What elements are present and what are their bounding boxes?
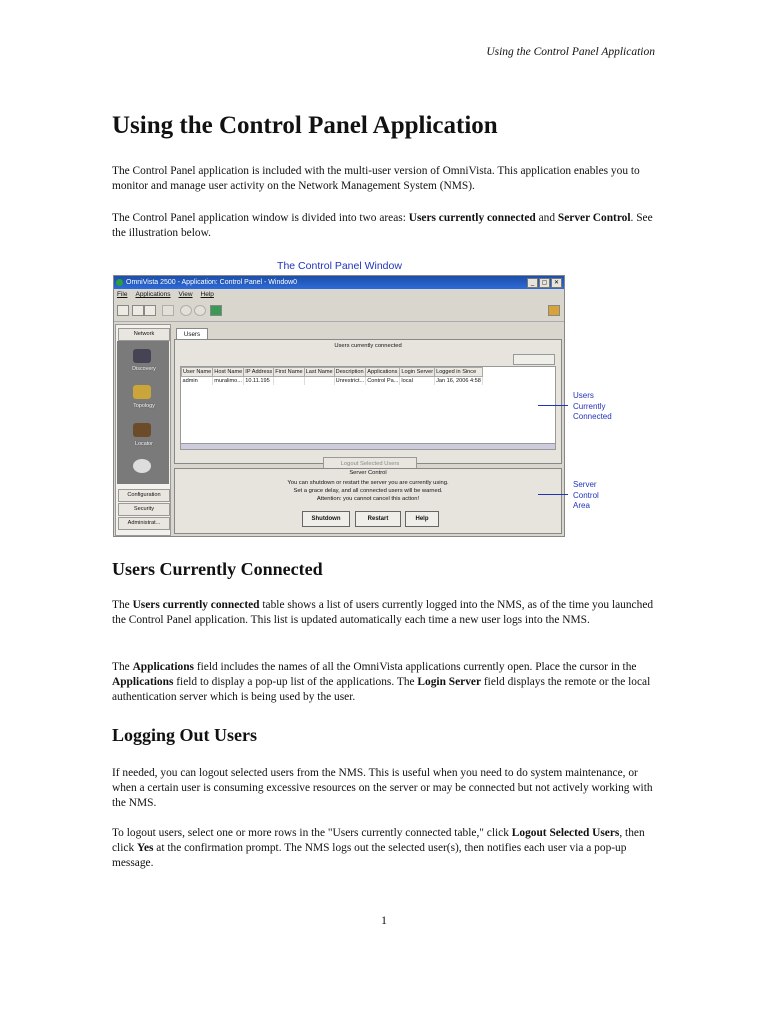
menu-help[interactable]: Help [200,291,214,298]
control-panel-screenshot [113,275,565,537]
cell-last-name [304,377,334,386]
menu-file[interactable]: File [117,291,128,298]
sidebar-item-discovery[interactable]: Discovery [132,366,156,372]
menu-view[interactable]: View [178,291,193,298]
callout-line-3: Area [573,501,590,510]
maximize-button[interactable]: ▢ [539,278,550,288]
locator-icon[interactable] [133,423,151,437]
forward-icon[interactable] [194,305,206,316]
window-titlebar [114,276,564,289]
column-header[interactable]: First Name [275,369,303,375]
sidebar-configuration-button[interactable]: Configuration [118,489,170,502]
section-heading-users: Users Currently Connected [112,559,323,579]
callout-line-3: Connected [573,412,612,421]
sidebar-security-button[interactable]: Security [118,503,170,516]
exit-icon[interactable] [548,305,560,316]
close-button[interactable]: ✕ [551,278,562,288]
window-title: OmniVista 2500 - Application: Control Panel - Window0 [126,279,298,286]
table-row[interactable] [182,377,483,386]
minimize-button[interactable]: _ [527,278,538,288]
callout-line-2: Control [573,490,599,500]
cell-user-name: admin [182,377,213,386]
save-icon[interactable] [162,305,174,316]
column-header[interactable]: Last Name [305,369,333,375]
cell-first-name [274,377,304,386]
callout-line-1: Server [573,480,597,489]
server-callout [573,480,599,512]
cell-login-server: local [400,377,435,386]
cell-host-name: muralimo... [214,378,242,384]
column-header[interactable]: Description [334,368,366,377]
home-icon[interactable] [210,305,222,316]
column-header[interactable]: Applications [366,368,400,377]
cell-applications: Control Pa... [367,378,399,384]
layout-single-icon[interactable] [117,305,129,316]
menu-bar [114,289,564,300]
users-group-title: Users currently connected [334,343,402,349]
logout-paragraph-1: If needed, you can logout selected users from the NMS. This is useful when you need to do system maintenance, or when a certain user is consuming excessive resources on the server or may be connected but not actively working with the NMS. [112,767,653,809]
cell-description: Unrestrict... [335,378,365,384]
control-panel-main [174,328,562,536]
sidebar-app-list [117,341,169,484]
restart-button[interactable]: Restart [355,511,401,527]
intro-paragraph-1: The Control Panel application is included with the multi-user version of OmniVista. This application enables you to monitor and manage user activity on the Network Management System (NMS). [112,165,640,192]
users-paragraph-2: The Applications field includes the names of all the OmniVista applications currently open. Place the cursor in the Applications field to display a pop-up list of the applications. The Login Server field displays the remote or the local authentication server which is being used by the user. [112,661,651,703]
column-header[interactable]: Host Name [214,369,243,375]
server-control-group [174,468,562,534]
page-number: 1 [381,913,387,927]
column-header[interactable]: Logged in Since [435,368,483,377]
application-sidebar [115,324,171,536]
layout-grid-icon[interactable] [144,305,156,316]
sidebar-network-button[interactable]: Network [118,328,170,341]
toolbar [114,301,564,322]
table-header-row [182,368,483,377]
layout-split-icon[interactable] [132,305,144,316]
users-table [180,366,556,446]
cell-logged-in-since: Jan 16, 2006 4:58 [436,378,481,384]
sidebar-administration-button[interactable]: Administrat... [118,517,170,530]
topology-icon[interactable] [133,385,151,399]
users-callout-line [538,405,568,406]
help-button[interactable]: Help [405,511,439,527]
tab-users[interactable]: Users [176,328,208,340]
server-callout-line [538,494,568,495]
figure-caption: The Control Panel Window [277,260,402,272]
running-header: Using the Control Panel Application [486,46,655,58]
page-title: Using the Control Panel Application [112,112,498,139]
server-info-line-1: You can shutdown or restart the server you are currently using. [287,480,449,486]
logout-selected-users-button[interactable]: Logout Selected Users [323,457,417,472]
cell-ip-address: 10.11.195 [244,377,274,386]
menu-applications[interactable]: Applications [135,291,171,298]
app-logo-icon [116,279,123,286]
table-tools-icon[interactable] [513,354,555,365]
callout-line-2: Currently [573,401,606,411]
intro-paragraph-2: The Control Panel application window is divided into two areas: Users currently connected and Server Control. See the illustration below. [112,212,653,239]
more-apps-icon[interactable] [133,459,151,473]
users-callout [573,391,612,423]
callout-line-1: Users [573,391,594,400]
users-connected-group [174,339,562,467]
server-info-line-3: Attention: you cannot cancel this action! [316,496,420,502]
column-header[interactable]: User Name [183,369,212,375]
sidebar-item-locator[interactable]: Locator [135,441,153,447]
column-header[interactable]: Login Server [401,369,434,375]
server-group-title: Server Control [349,470,387,476]
logout-paragraph-2: To logout users, select one or more rows in the "Users currently connected table," click Logout Selected Users, then click Yes at the confirmation prompt. The NMS logs out the selected user(s), then notifies each user via a pop-up message. [112,827,645,869]
horizontal-scrollbar[interactable] [180,443,556,450]
sidebar-item-topology[interactable]: Topology [133,403,155,409]
column-header[interactable]: IP Address [245,369,273,375]
section-heading-logout: Logging Out Users [112,725,258,745]
server-info-line-2: Set a grace delay, and all connected users will be warned. [293,488,443,494]
back-icon[interactable] [180,305,192,316]
users-paragraph-1: The Users currently connected table shows a list of users currently logged into the NMS, as of the time you launched the Control Panel application. This list is updated automatically each time a new user logs into the NMS. [112,599,654,626]
shutdown-button[interactable]: Shutdown [302,511,350,527]
discovery-icon[interactable] [133,349,151,363]
